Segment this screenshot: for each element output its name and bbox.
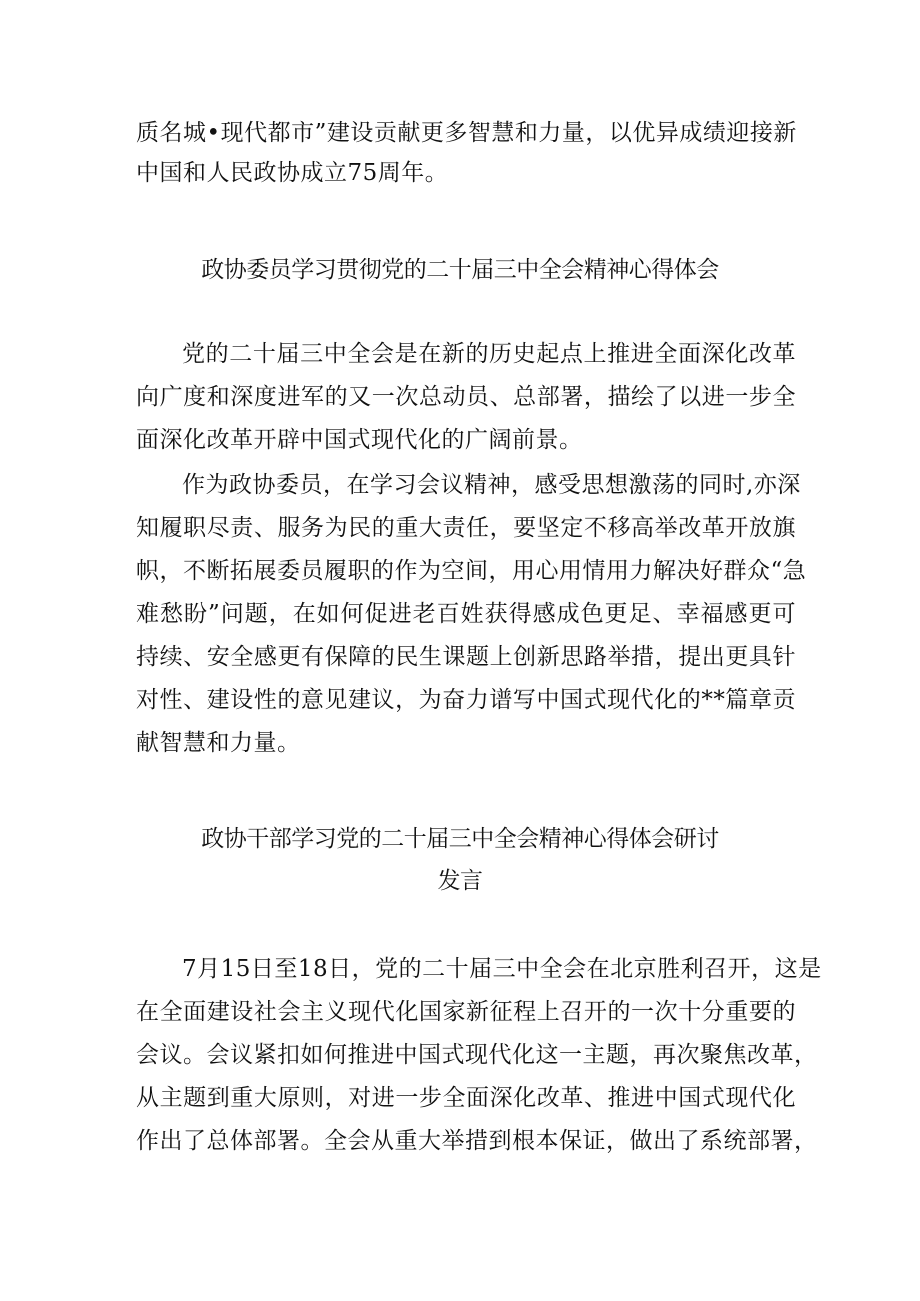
article1-title: 政协委员学习贯彻党的二十届三中全会精神心得体会 xyxy=(201,257,719,283)
article1-para1-line-3: 面深化改革开辟中国式现代化的广阔前景。 xyxy=(136,427,583,453)
article2-para1-line-4: 从主题到重大原则，对进一步全面深化改革、推进中国式现代化 xyxy=(136,1085,796,1111)
article2-para1-line-3: 会议。会议紧扣如何推进中国式现代化这一主题，再次聚焦改革， xyxy=(136,1042,818,1068)
article1-para1-line-2: 向广度和深度进军的又一次总动员、总部署，描绘了以进一步全 xyxy=(136,384,796,410)
article1-para2-line-3: 帜，不断拓展委员履职的作为空间，用心用情用力解决好群众“急 xyxy=(136,558,807,584)
intro-line-1: 质名城•现代都市”建设贡献更多智慧和力量，以优异成绩迎接新 xyxy=(136,120,797,146)
article2-para1-line-1: 7月15日至18日，党的二十届三中全会在北京胜利召开，这是 xyxy=(182,956,822,982)
article1-para2-line-5: 持续、安全感更有保障的民生课题上创新思路举措，提出更具针 xyxy=(136,644,796,670)
article2-title-line-2: 发言 xyxy=(437,868,483,894)
article1-para2-line-4: 难愁盼”问题，在如何促进老百姓获得感成色更足、幸福感更可 xyxy=(136,601,796,627)
article2-para1-line-5: 作出了总体部署。全会从重大举措到根本保证，做出了系统部署， xyxy=(136,1128,818,1154)
article1-para2-line-7: 献智慧和力量。 xyxy=(136,730,301,756)
article1-para2-line-2: 知履职尽责、服务为民的重大责任，要坚定不移高举改革开放旗 xyxy=(136,515,796,541)
article2-para1-line-2: 在全面建设社会主义现代化国家新征程上召开的一次十分重要的 xyxy=(136,999,796,1025)
article1-para1-line-1: 党的二十届三中全会是在新的历史起点上推进全面深化改革 xyxy=(182,341,796,367)
article1-para2-line-6: 对性、建设性的意见建议，为奋力谱写中国式现代化的**篇章贡 xyxy=(136,687,796,713)
article1-para2-line-1: 作为政协委员，在学习会议精神，感受思想激荡的同时,亦深 xyxy=(182,472,801,498)
article2-title-line-1: 政协干部学习党的二十届三中全会精神心得体会研讨 xyxy=(201,826,719,852)
intro-line-2: 中国和人民政协成立75周年。 xyxy=(136,160,449,186)
